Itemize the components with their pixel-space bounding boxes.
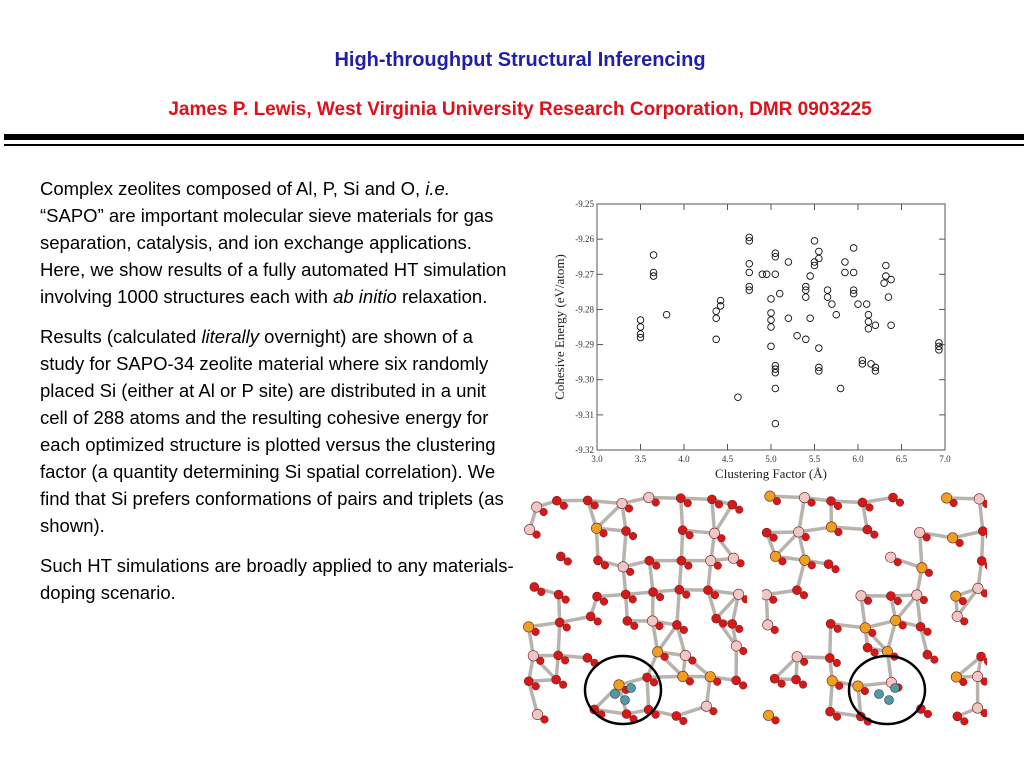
oxygen-atom bbox=[532, 682, 540, 690]
atom bbox=[712, 614, 721, 623]
scatter-point bbox=[637, 324, 644, 331]
atom bbox=[728, 619, 737, 628]
scatter-point bbox=[888, 322, 895, 329]
atom bbox=[826, 619, 835, 628]
atom bbox=[732, 676, 741, 685]
oxygen-atom bbox=[541, 716, 549, 724]
oxygen-atom bbox=[718, 534, 726, 542]
atom bbox=[676, 494, 685, 503]
scatter-point bbox=[785, 259, 792, 266]
oxygen-atom bbox=[652, 499, 660, 507]
silicon-atom bbox=[627, 684, 636, 693]
oxygen-atom bbox=[711, 591, 719, 599]
atom bbox=[554, 651, 563, 660]
y-axis-label: Cohesive Energy (eV/atom) bbox=[552, 254, 567, 400]
scatter-point bbox=[824, 287, 831, 294]
molecular-structure-triplet bbox=[762, 490, 987, 730]
scatter-point bbox=[824, 294, 831, 301]
scatter-point bbox=[829, 301, 836, 308]
oxygen-atom bbox=[871, 531, 879, 539]
scatter-point bbox=[865, 325, 872, 332]
atom bbox=[554, 590, 563, 599]
scatter-point bbox=[768, 343, 775, 350]
oxygen-atom bbox=[861, 687, 869, 695]
scatter-point bbox=[816, 248, 823, 255]
oxygen-atom bbox=[562, 596, 570, 604]
x-tick-label: 3.5 bbox=[634, 454, 647, 464]
scatter-point bbox=[842, 259, 849, 266]
oxygen-atom bbox=[770, 534, 778, 542]
atom bbox=[858, 498, 867, 507]
bond bbox=[558, 622, 560, 655]
y-tick-label: -9.28 bbox=[575, 304, 594, 315]
atom bbox=[583, 653, 592, 662]
scatter-point bbox=[772, 385, 779, 392]
oxygen-atom bbox=[834, 502, 842, 510]
y-tick-label: -9.32 bbox=[575, 445, 594, 455]
atom bbox=[649, 588, 658, 597]
oxygen-atom bbox=[950, 499, 958, 507]
atom bbox=[792, 675, 801, 684]
atom bbox=[586, 612, 595, 621]
oxygen-atom bbox=[769, 596, 777, 604]
atom bbox=[977, 652, 986, 661]
oxygen-atom bbox=[960, 618, 968, 626]
oxygen-atom bbox=[560, 502, 568, 510]
oxygen-atom bbox=[625, 505, 633, 513]
oxygen-atom bbox=[735, 625, 743, 633]
oxygen-atom bbox=[894, 558, 902, 566]
oxygen-atom bbox=[866, 504, 874, 512]
scatter-point bbox=[663, 311, 670, 318]
y-tick-label: -9.30 bbox=[575, 374, 594, 385]
oxygen-atom bbox=[680, 626, 688, 634]
silicon-atom bbox=[891, 684, 900, 693]
x-tick-label: 6.0 bbox=[852, 454, 864, 464]
atom bbox=[863, 643, 872, 652]
scatter-point bbox=[650, 252, 657, 259]
scatter-point bbox=[763, 271, 770, 278]
scatter-point bbox=[713, 315, 720, 322]
atom bbox=[770, 674, 779, 683]
oxygen-atom bbox=[629, 596, 637, 604]
oxygen-atom bbox=[680, 717, 688, 725]
scatter-point bbox=[865, 318, 872, 325]
oxygen-atom bbox=[772, 717, 780, 725]
atom bbox=[827, 496, 836, 505]
scatter-point bbox=[865, 311, 872, 318]
scatter-point bbox=[776, 290, 783, 297]
atom bbox=[593, 592, 602, 601]
scatter-point bbox=[868, 361, 875, 368]
atom bbox=[888, 493, 897, 502]
scatter-point bbox=[746, 269, 753, 276]
scatter-point bbox=[888, 276, 895, 283]
atom bbox=[707, 495, 716, 504]
oxygen-atom bbox=[714, 562, 722, 570]
oxygen-atom bbox=[742, 595, 747, 603]
silicon-atom bbox=[621, 696, 630, 705]
oxygen-atom bbox=[924, 628, 932, 636]
y-tick-label: -9.31 bbox=[575, 409, 594, 420]
oxygen-atom bbox=[533, 531, 541, 539]
bond bbox=[677, 590, 679, 625]
scatter-point bbox=[768, 310, 775, 317]
oxygen-atom bbox=[537, 657, 545, 665]
oxygen-atom bbox=[563, 624, 571, 632]
silicon-atom bbox=[885, 696, 894, 705]
oxygen-atom bbox=[600, 529, 608, 537]
oxygen-atom bbox=[532, 628, 540, 636]
scatter-point bbox=[811, 238, 818, 245]
scatter-point bbox=[768, 324, 775, 331]
scatter-point bbox=[850, 269, 857, 276]
atom bbox=[623, 616, 632, 625]
oxygen-atom bbox=[956, 539, 964, 547]
atom bbox=[825, 653, 834, 662]
plot-frame bbox=[597, 204, 945, 450]
oxygen-atom bbox=[684, 499, 692, 507]
oxygen-atom bbox=[808, 561, 816, 569]
atom bbox=[643, 673, 652, 682]
oxygen-atom bbox=[656, 622, 664, 630]
bond bbox=[830, 624, 831, 658]
x-tick-label: 5.5 bbox=[808, 454, 821, 464]
scatter-point bbox=[807, 273, 814, 280]
y-tick-label: -9.29 bbox=[575, 339, 594, 350]
x-tick-label: 5.0 bbox=[765, 454, 777, 464]
oxygen-atom bbox=[923, 534, 931, 542]
oxygen-atom bbox=[959, 597, 967, 605]
scatter-point bbox=[837, 385, 844, 392]
oxygen-atom bbox=[833, 713, 841, 721]
paragraph-3: Such HT simulations are broadly applied to any materials-doping scenario. bbox=[40, 555, 514, 603]
oxygen-atom bbox=[600, 598, 608, 606]
atom bbox=[953, 712, 962, 721]
oxygen-atom bbox=[834, 625, 842, 633]
scatter-point bbox=[768, 296, 775, 303]
oxygen-atom bbox=[799, 681, 807, 689]
oxygen-atom bbox=[868, 629, 876, 637]
scatter-point bbox=[735, 394, 742, 401]
oxygen-atom bbox=[559, 681, 567, 689]
scatter-point bbox=[768, 317, 775, 324]
atom bbox=[762, 528, 771, 537]
oxygen-atom bbox=[737, 559, 745, 567]
atom bbox=[555, 618, 564, 627]
atom bbox=[916, 622, 925, 631]
scatter-point bbox=[881, 280, 888, 287]
bond bbox=[647, 677, 649, 709]
scatter-point bbox=[850, 245, 857, 252]
oxygen-atom bbox=[894, 597, 902, 605]
y-tick-label: -9.25 bbox=[575, 199, 594, 209]
oxygen-atom bbox=[833, 659, 841, 667]
oxygen-atom bbox=[960, 678, 968, 686]
oxygen-atom bbox=[661, 653, 669, 661]
oxygen-atom bbox=[561, 657, 569, 665]
x-tick-label: 3.0 bbox=[591, 454, 603, 464]
x-axis-label: Clustering Factor (Å) bbox=[715, 466, 827, 481]
atom bbox=[826, 707, 835, 716]
oxygen-atom bbox=[771, 626, 779, 634]
atom bbox=[728, 500, 737, 509]
oxygen-atom bbox=[652, 562, 660, 570]
scatter-point bbox=[816, 255, 823, 262]
atom bbox=[792, 586, 801, 595]
oxygen-atom bbox=[591, 502, 599, 510]
atom bbox=[824, 560, 833, 569]
atom bbox=[530, 582, 539, 591]
atom bbox=[556, 552, 565, 561]
scatter-point bbox=[872, 322, 879, 329]
oxygen-atom bbox=[682, 591, 690, 599]
atom bbox=[703, 586, 712, 595]
x-tick-label: 7.0 bbox=[939, 454, 951, 464]
slide-title: High-throughput Structural Inferencing bbox=[334, 49, 706, 71]
oxygen-atom bbox=[961, 718, 969, 726]
atom bbox=[672, 620, 681, 629]
atom bbox=[923, 650, 932, 659]
atom bbox=[672, 711, 681, 720]
atom bbox=[621, 590, 630, 599]
oxygen-atom bbox=[715, 501, 723, 509]
oxygen-atom bbox=[864, 597, 872, 605]
scatter-chart bbox=[545, 192, 970, 492]
scatter-point bbox=[816, 345, 823, 352]
atom bbox=[978, 527, 987, 536]
oxygen-atom bbox=[594, 618, 602, 626]
atom bbox=[552, 675, 561, 684]
x-tick-label: 4.5 bbox=[721, 454, 734, 464]
oxygen-atom bbox=[689, 657, 697, 665]
scatter-point bbox=[855, 301, 862, 308]
oxygen-atom bbox=[739, 682, 747, 690]
paragraph-1: Complex zeolites composed of Al, P, Si and O, i.e. “SAPO” are important molecular sieve materials for gas separation, catalysis, and ion exchange applications. Here, we show results of a fully automated HT simulation involving 1000 structures each with ab initio relaxation. bbox=[40, 178, 507, 307]
scatter-point bbox=[842, 269, 849, 276]
oxygen-atom bbox=[601, 562, 609, 570]
oxygen-atom bbox=[540, 508, 548, 516]
atom bbox=[886, 592, 895, 601]
atom bbox=[622, 710, 631, 719]
atom bbox=[677, 556, 686, 565]
bond bbox=[681, 498, 683, 530]
scatter-point bbox=[772, 420, 779, 427]
atom bbox=[552, 496, 561, 505]
header-divider-thin bbox=[4, 144, 1024, 146]
atom bbox=[678, 526, 687, 535]
scatter-point bbox=[833, 311, 840, 318]
slide-subtitle: James P. Lewis, West Virginia University Research Corporation, DMR 0903225 bbox=[168, 99, 872, 120]
oxygen-atom bbox=[808, 499, 816, 507]
oxygen-atom bbox=[710, 707, 718, 715]
header-divider-thick bbox=[4, 134, 1024, 140]
x-tick-label: 6.5 bbox=[895, 454, 908, 464]
oxygen-atom bbox=[981, 709, 987, 717]
oxygen-atom bbox=[802, 533, 810, 541]
atom bbox=[524, 677, 533, 686]
oxygen-atom bbox=[626, 568, 634, 576]
scatter-point bbox=[883, 262, 890, 269]
y-tick-label: -9.27 bbox=[575, 269, 594, 280]
x-axis bbox=[591, 204, 951, 464]
oxygen-atom bbox=[629, 532, 637, 540]
molecular-structure-pair bbox=[522, 490, 747, 730]
oxygen-atom bbox=[925, 569, 933, 577]
atom bbox=[622, 527, 631, 536]
atom bbox=[645, 556, 654, 565]
atom bbox=[863, 525, 872, 534]
silicon-atom bbox=[611, 690, 620, 699]
oxygen-atom bbox=[924, 710, 932, 718]
x-tick-label: 4.0 bbox=[678, 454, 690, 464]
oxygen-atom bbox=[630, 622, 638, 630]
atom bbox=[593, 556, 602, 565]
oxygen-atom bbox=[896, 499, 904, 507]
oxygen-atom bbox=[800, 591, 808, 599]
oxygen-atom bbox=[735, 506, 743, 514]
oxygen-atom bbox=[538, 588, 546, 596]
oxygen-atom bbox=[686, 531, 694, 539]
atom bbox=[675, 585, 684, 594]
oxygen-atom bbox=[773, 497, 781, 505]
oxygen-atom bbox=[779, 558, 787, 566]
oxygen-atom bbox=[931, 656, 939, 664]
oxygen-atom bbox=[920, 596, 928, 604]
scatter-point bbox=[863, 301, 870, 308]
oxygen-atom bbox=[564, 558, 572, 566]
oxygen-atom bbox=[899, 622, 907, 630]
scatter-point bbox=[885, 294, 892, 301]
oxygen-atom bbox=[981, 678, 987, 686]
oxygen-atom bbox=[650, 679, 658, 687]
oxygen-atom bbox=[871, 649, 879, 657]
scatter-point bbox=[807, 315, 814, 322]
scatter-point bbox=[637, 317, 644, 324]
oxygen-atom bbox=[778, 680, 786, 688]
scatter-point bbox=[713, 336, 720, 343]
y-axis bbox=[575, 199, 945, 455]
oxygen-atom bbox=[835, 682, 843, 690]
oxygen-atom bbox=[835, 528, 843, 536]
scatter-point bbox=[803, 336, 810, 343]
data-points bbox=[637, 234, 942, 427]
scatter-point bbox=[746, 260, 753, 267]
scatter-point bbox=[785, 315, 792, 322]
oxygen-atom bbox=[740, 647, 747, 655]
scatter-point bbox=[803, 294, 810, 301]
oxygen-atom bbox=[656, 593, 664, 601]
oxygen-atom bbox=[686, 678, 694, 686]
oxygen-atom bbox=[713, 678, 721, 686]
paragraph-2: Results (calculated literally overnight) are shown of a study for SAPO-34 zeolite material where six randomly placed Si (either at Al or P site) are distributed in a unit cell of 288 atoms and the resulting cohesive energy for each optimized structure is plotted versus the clustering factor (a quantity determining Si spatial correlation). We find that Si prefers conformations of pairs and triplets (as shown). bbox=[40, 326, 504, 536]
silicon-atom bbox=[875, 690, 884, 699]
oxygen-atom bbox=[832, 565, 840, 573]
atom bbox=[977, 556, 986, 565]
oxygen-atom bbox=[719, 620, 727, 628]
atom bbox=[583, 496, 592, 505]
y-tick-label: -9.26 bbox=[575, 234, 594, 245]
scatter-point bbox=[794, 332, 801, 339]
scatter-point bbox=[772, 271, 779, 278]
oxygen-atom bbox=[800, 658, 808, 666]
body-text bbox=[40, 175, 515, 619]
oxygen-atom bbox=[685, 562, 693, 570]
oxygen-atom bbox=[981, 590, 987, 598]
